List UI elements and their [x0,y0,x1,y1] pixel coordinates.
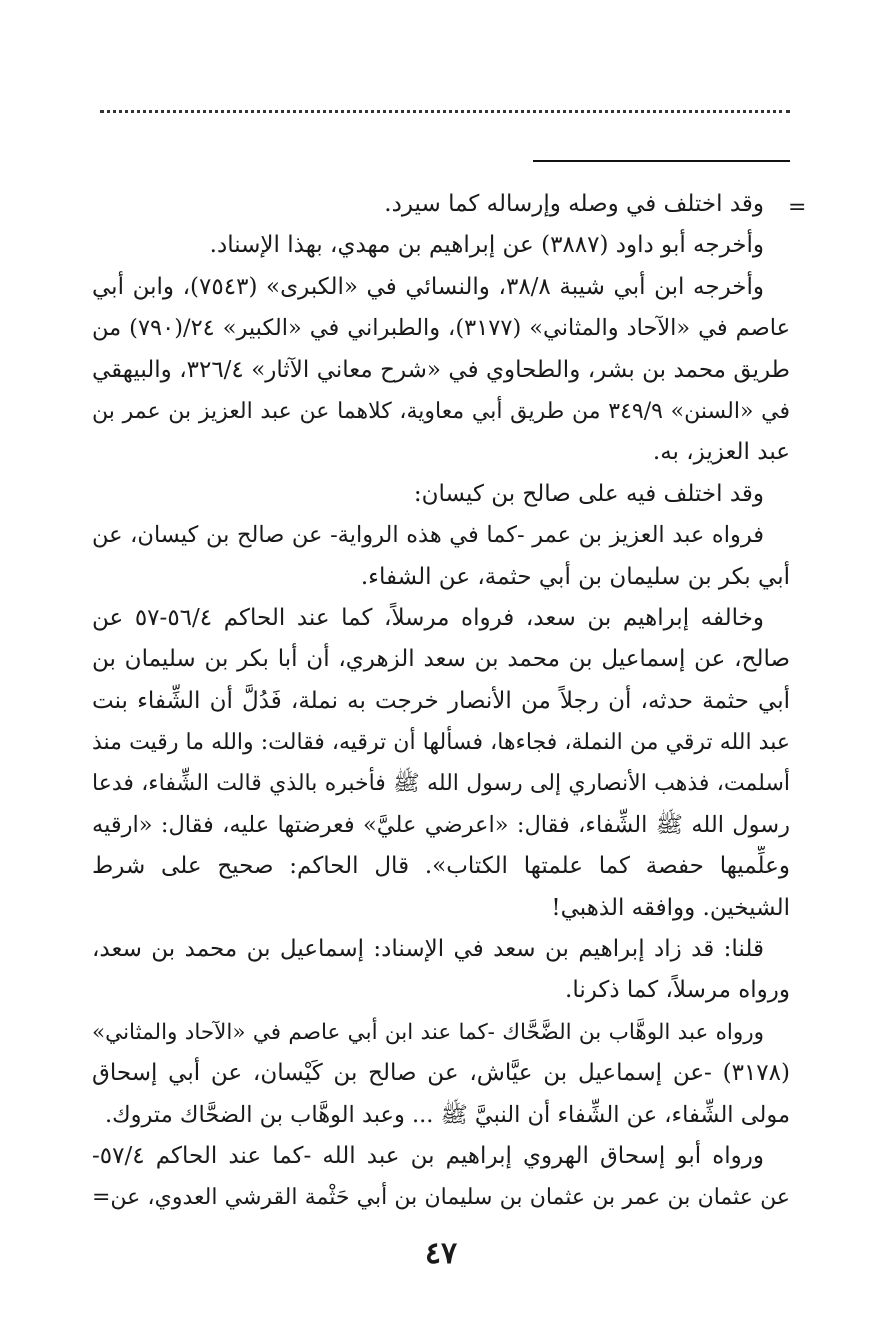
text-line: أبي بكر بن سليمان بن أبي حثمة، عن الشفاء. [360,563,790,590]
text-line: وقد اختلف في وصله وإرساله كما سيرد. [384,191,764,217]
text-line: أسلمت، فذهب الأنصاري إلى رسول الله ﷺ فأخبره بالذي قالت الشِّفاء، فدعا [92,771,790,797]
text-line: فرواه عبد العزيز بن عمر -كما في هذه الرواية- عن صالح بن كيسان، عن [92,522,764,549]
text-line: عاصم في «الآحاد والمثاني» (٣١٧٧)، والطبراني في «الكبير» ٢٤/(٧٩٠) من [92,315,790,342]
continuation-marker: = [788,195,807,220]
text-line: ورواه عبد الوهَّاب بن الضَّحَّاك -كما عند ابن أبي عاصم في «الآحاد والمثاني» [92,1019,764,1045]
footnote-separator-rule [533,160,790,162]
text-line: قلنا: قد زاد إبراهيم بن سعد في الإسناد: إسماعيل بن محمد بن سعد، [92,936,764,963]
text-line: وقد اختلف فيه على صالح بن كيسان: [413,480,764,507]
text-line: عبد العزيز، به. [652,439,790,466]
text-line: ورواه أبو إسحاق الهروي إبراهيم بن عبد الله -كما عند الحاكم ٥٧/٤- [92,1142,764,1169]
text-line: وعلِّميها حفصة كما علمتها الكتاب». قال الحاكم: صحيح على شرط [92,853,790,880]
top-dotted-rule [100,110,790,113]
page-number: ٤٧ [424,1236,458,1271]
footnote-text-block [92,184,790,1219]
text-line: طريق محمد بن بشر، والطحاوي في «شرح معاني الآثار» ٣٢٦/٤، والبيهقي [92,356,790,383]
text-line: صالح، عن إسماعيل بن محمد بن سعد الزهري، أن أبا بكر بن سليمان بن [92,646,790,673]
text-line: في «السنن» ٣٤٩/٩ من طريق أبي معاوية، كلاهما عن عبد العزيز بن عمر بن [92,398,790,424]
text-line: ورواه مرسلاً، كما ذكرنا. [565,977,790,1004]
text-line: رسول الله ﷺ الشِّفاء، فقال: «اعرضي عليَّ» فعرضتها عليه، فقال: «ارقيه [92,811,790,838]
text-line: الشيخين. ووافقه الذهبي! [551,894,790,921]
text-line: عن عثمان بن عمر بن عثمان بن سليمان بن أبي حَثْمة القرشي العدوي، عن= [92,1185,790,1211]
text-line: أبي حثمة حدثه، أن رجلاً من الأنصار خرجت به نملة، فَدُلَّ أن الشِّفاء بنت [92,687,790,714]
text-line: (٣١٧٨) -عن إسماعيل بن عيَّاش، عن صالح بن كَيْسان، عن أبي إسحاق [92,1060,790,1087]
text-line: وخالفه إبراهيم بن سعد، فرواه مرسلاً، كما عند الحاكم ٥٦/٤-٥٧ عن [92,604,764,631]
text-line: وأخرجه ابن أبي شيبة ٣٨/٨، والنسائي في «الكبرى» (٧٥٤٣)، وابن أبي [92,273,764,300]
text-line: وأخرجه أبو داود (٣٨٨٧) عن إبراهيم بن مهدي، بهذا الإسناد. [209,232,764,259]
text-line: مولى الشِّفاء، عن الشِّفاء أن النبيَّ ﷺ ... وعبد الوهَّاب بن الضحَّاك متروك. [104,1101,790,1128]
text-line: عبد الله ترقي من النملة، فجاءها، فسألها أن ترقيه، فقالت: والله ما رقيت منذ [92,730,790,756]
